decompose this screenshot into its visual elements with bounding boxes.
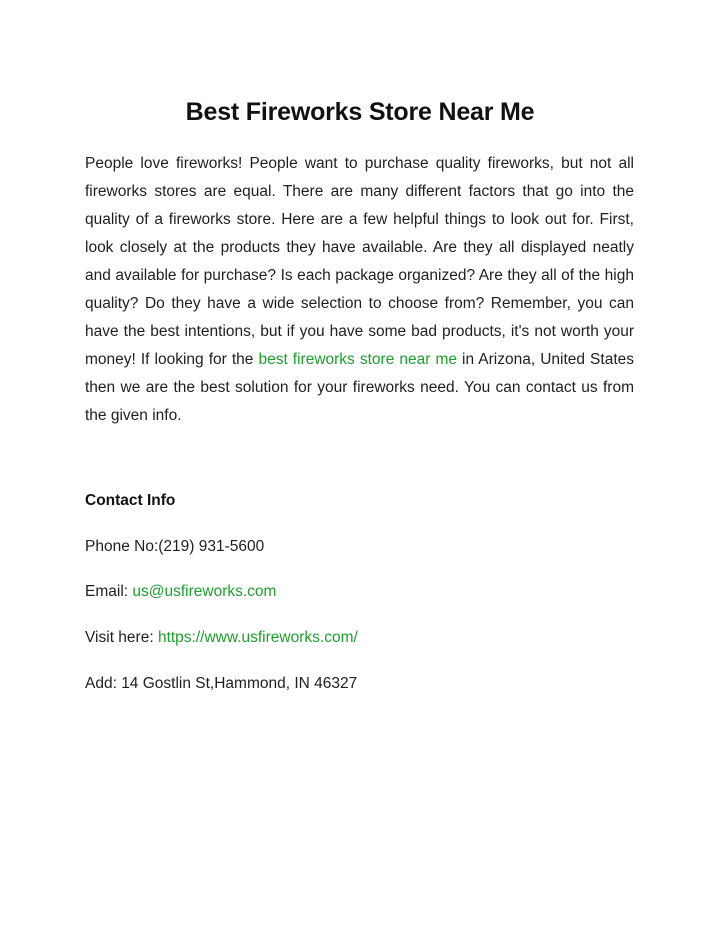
- email-label: Email:: [85, 583, 133, 600]
- website-line: [85, 629, 358, 647]
- contact-heading: Contact Info: [85, 492, 176, 509]
- website-label: Visit here:: [85, 629, 158, 646]
- address-line: Add: 14 Gostlin St,Hammond, IN 46327: [85, 675, 358, 692]
- phone-line: Phone No:(219) 931-5600: [85, 538, 265, 555]
- email-link[interactable]: us@usfireworks.com: [132, 583, 277, 600]
- page-title: Best Fireworks Store Near Me: [185, 98, 535, 126]
- website-link[interactable]: https://www.usfireworks.com/: [157, 629, 358, 646]
- store-link[interactable]: best fireworks store near me: [258, 351, 457, 368]
- email-line: [85, 583, 276, 601]
- paragraph-text-after-link: in Arizona, United States then we are the best solution for your fireworks need. You can contact us from the given info.: [85, 351, 635, 424]
- intro-paragraph: [85, 150, 634, 430]
- paragraph-text-before-link: People love fireworks! People want to purchase quality fireworks, but not all fireworks stores are equal. There are many different factors that go into the quality of a fireworks store. Here are a few helpful things to look out for. First, look closely at the products they have available. Are they all displayed neatly and available for purchase? Is each package organized? Are they all of the high quality? Do they have a wide selection to choose from? Remember, you can have the best intentions, but if you have some bad products, it's not worth your money! If looking for the: [85, 155, 634, 368]
